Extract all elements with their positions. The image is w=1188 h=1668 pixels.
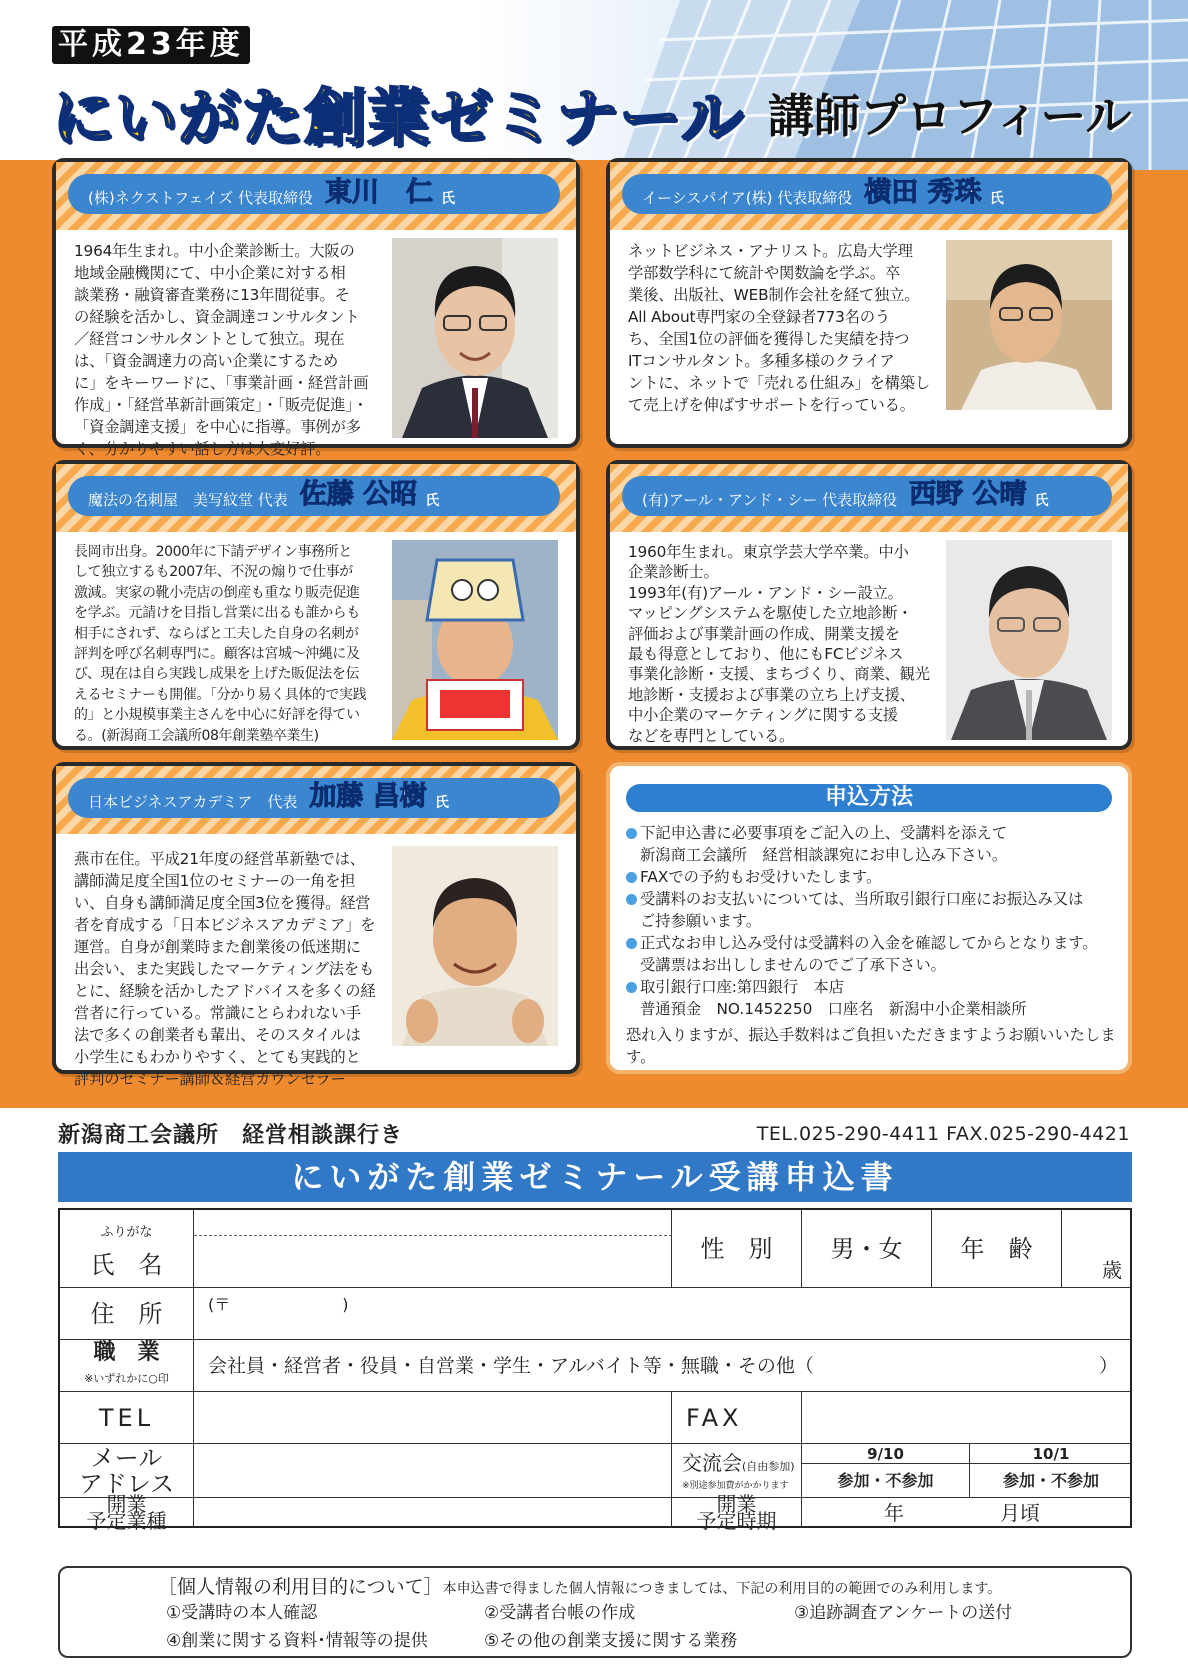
lecturer-name-bar	[622, 174, 1112, 214]
lecturer-photo	[392, 238, 558, 438]
age-input[interactable]	[1062, 1210, 1132, 1288]
furigana-input[interactable]	[194, 1210, 672, 1236]
lecturer-name: 西野 公晴	[909, 479, 1027, 510]
privacy-item-3: ③追跡調査アンケートの送付	[794, 1603, 1013, 1623]
start-time-input[interactable]	[802, 1498, 1132, 1528]
lecturer-bio: 1960年生まれ。東京学芸大学卒業。中小 企業診断士。 1993年(有)アール・アンド・シー設立。 マッピングシステムを駆使した立地診断・ 評価および事業計画の作成、開業支援を 最も得意としており、他にもFCビジネス 事業化診断・支援、まちづくり、商業、観光 地診断・支援および事業の立ち上げ支援、 中小企業のマーケティングに関する支援 などを専門としている。	[628, 543, 930, 745]
application-method-box	[606, 762, 1132, 1074]
lecturer-org: 日本ビジネスアカデミア 代表	[88, 793, 298, 811]
lecturer-photo	[392, 846, 558, 1046]
lecturer-org: (株)ネクストフェイズ 代表取締役	[88, 189, 313, 207]
privacy-item-1: ①受講時の本人確認	[166, 1603, 318, 1623]
lecturer-bio: 1964年生まれ。中小企業診断士。大阪の 地域金融機関にて、中小企業に対する相 談業務・融資審査業務に13年間従事。そ の経験を活かし、資金調達コンサルタント ／経営コンサルタントとして独立。現在 は、「資金調達力の高い企業にするため に」をキーワードに、「事業計画・経営計画 作成」・「経営革新計画策定」・「販売促進」・ 「資金調達支援」を中心に指導。事例が多 く、分かりやすい話し方は大変好評。	[74, 242, 369, 458]
gender-options[interactable]: 男・女	[802, 1210, 932, 1288]
email-label-cell	[60, 1444, 194, 1498]
honorific: 氏	[989, 191, 1004, 207]
seminar-logo-title: にいがた創業ゼミナール	[52, 81, 744, 154]
date2-attend-choice[interactable]: 参加・不参加	[970, 1464, 1132, 1498]
privacy-item-5: ⑤その他の創業支援に関する業務	[484, 1631, 738, 1651]
lecturer-card-higashikawa	[52, 158, 580, 458]
job-note: ※いずれかに○印	[84, 1371, 169, 1385]
bullet-icon	[626, 938, 637, 949]
application-step-line: 普通預金 NO.1452250 口座名 新潟中小企業相談所	[640, 1000, 1027, 1018]
lecturer-bio: 燕市在住。平成21年度の経営革新塾では、 講師満足度全国1位のセミナーの一角を担 い、自身も講師満足度全国3位を獲得。経営 者を育成する「日本ビジネスアカデミア」を 運営。自身が創業時また創業後の低迷期に 出会い、また実践したマーケティング法をも とに、経験を活かしたアドバイスを多くの経 営者に行っている。常識にとらわれない手 法で多くの創業者も輩出、そのスタイルは 小学生にもわかりやすく、とても実践的と 評判のセミナー講師＆経営カウンセラー	[74, 850, 376, 1088]
furigana-label: ふりがな	[100, 1224, 153, 1240]
application-step-line: 新潟商工会議所 経営相談課宛にお申し込み下さい。	[640, 846, 1008, 864]
lecturer-photo	[392, 540, 558, 740]
start-time-label-1: 開業	[716, 1492, 757, 1516]
contact-numbers: TEL.025-290-4411 FAX.025-290-4421	[756, 1123, 1130, 1145]
lecturer-photo	[946, 540, 1112, 740]
lecturer-bio: ネットビジネス・アナリスト。広島大学理 学部数学科にて統計や関数論を学ぶ。卒 業後、出版社、WEB制作会社を経て独立。 All About専門家の全登録者773名のう ち、全国1位の評価を獲得した実績を持つ ITコンサルタント。多種多様のクライア ントに、ネットで「売れる仕組み」を構築し て売上げを伸ばすサポートを行っている。	[628, 242, 930, 414]
lecturer-name: 佐藤 公昭	[299, 479, 418, 510]
application-step-line: 受講票はお出ししませんのでご了承下さい。	[640, 956, 946, 974]
application-step-line: 正式なお申し込み受付は受講料の入金を確認してからとなります。	[626, 932, 1126, 954]
lecturer-org: 魔法の名刺屋 美写紋堂 代表	[88, 491, 288, 509]
address-input[interactable]	[194, 1288, 1132, 1340]
email-label-2: アドレス	[78, 1469, 175, 1498]
lecturer-org: (有)アール・アンド・シー 代表取締役	[642, 491, 898, 509]
business-type-label-cell	[60, 1492, 194, 1533]
lecturer-name: 東川 仁	[324, 177, 433, 208]
postal-code-field[interactable]: (〒 )	[208, 1295, 349, 1314]
exchange-note: ※別途参加費がかかります	[682, 1481, 789, 1491]
email-input[interactable]	[194, 1444, 672, 1498]
application-step-line: 恐れ入りますが、振込手数料はご負担いただきますようお願いいたします。	[626, 1026, 1116, 1066]
bullet-icon	[626, 894, 637, 905]
tel-input[interactable]	[194, 1392, 672, 1444]
fiscal-year-label: 平成23年度	[52, 26, 250, 64]
application-step-line: ご持参願います。	[640, 912, 762, 930]
job-options-text: 会社員・経営者・役員・自営業・学生・アルバイト等・無職・その他（	[208, 1354, 814, 1377]
exchange-free: (自由参加)	[742, 1460, 795, 1473]
privacy-item-2: ②受講者台帳の作成	[484, 1603, 636, 1623]
honorific: 氏	[1034, 493, 1049, 509]
lecturer-bio: 長岡市出身。2000年に下請デザイン事務所と して独立するも2007年、不況の煽りで仕事が 激減。実家の靴小売店の倒産も重なり販売促進 を学ぶ。元請けを目指し営業に出るも誰からも 相手にされず、ならばと工夫した自身の名刺が 評判を呼び名刺専門に。顧客は宮城～沖縄に及 び、現在は自ら実践し成果を上げた販促法を伝 えるセミナーも開催。「分かり易く具体的で実践 的」と小規模事業主さんを中心に好評を得てい る。(新潟商工会議所08年創業塾卒業生)	[74, 544, 367, 744]
name-input[interactable]	[194, 1236, 672, 1288]
application-step-line: 下記申込書に必要事項をご記入の上、受講料を添えて	[626, 822, 1126, 844]
privacy-item-4: ④創業に関する資料･情報等の提供	[166, 1631, 428, 1651]
privacy-notice	[58, 1566, 1132, 1658]
bullet-icon	[626, 828, 637, 839]
application-method-title: 申込方法	[626, 784, 1112, 812]
tel-label: TEL	[60, 1392, 194, 1444]
application-step-line: 受講料のお支払いについては、当所取引銀行口座にお振込み又は	[626, 888, 1126, 910]
job-options[interactable]	[194, 1340, 1132, 1392]
fax-input[interactable]	[802, 1392, 1132, 1444]
month-unit: 月頃	[1000, 1501, 1040, 1525]
honorific: 氏	[425, 493, 440, 509]
date1-attend-choice[interactable]: 参加・不参加	[802, 1464, 970, 1498]
fax-label: FAX	[672, 1392, 802, 1444]
lecturer-card-nishino	[606, 460, 1132, 750]
bullet-icon	[626, 982, 637, 993]
address-label: 住 所	[60, 1288, 194, 1340]
lecturer-name-bar	[68, 476, 560, 516]
job-options-close: ）	[1098, 1354, 1118, 1377]
form-title: にいがた創業ゼミナール受講申込書	[58, 1152, 1132, 1202]
email-label-1: メール	[90, 1443, 163, 1472]
honorific: 氏	[440, 191, 455, 207]
name-label-cell	[60, 1210, 194, 1288]
name-label: 氏 名	[90, 1250, 163, 1279]
lecturer-name-bar	[68, 174, 560, 214]
lecturer-name: 横田 秀珠	[864, 177, 982, 208]
date1-label: 9/10	[802, 1444, 970, 1464]
age-label: 年 齢	[932, 1210, 1062, 1288]
gender-label: 性 別	[672, 1210, 802, 1288]
lecturer-org: イーシスパイア(株) 代表取締役	[642, 189, 853, 207]
lecturer-name-bar	[68, 778, 560, 818]
job-label-cell	[60, 1340, 194, 1392]
honorific: 氏	[434, 795, 449, 811]
application-method-list	[626, 822, 1126, 1068]
bullet-icon	[626, 872, 637, 883]
privacy-description: 本申込書で得ました個人情報につきましては、下記の利用目的の範囲でのみ利用します。	[442, 1581, 1002, 1597]
application-step-line: FAXでの予約もお受けいたします。	[626, 866, 1126, 888]
business-type-label-1: 開業	[106, 1492, 147, 1516]
application-form	[58, 1208, 1132, 1533]
start-time-label-cell	[672, 1492, 802, 1533]
lecturer-card-yokota	[606, 158, 1132, 448]
lecturer-name: 加藤 昌樹	[309, 781, 427, 812]
lecturer-card-sato	[52, 460, 580, 750]
business-type-input[interactable]	[194, 1498, 672, 1528]
start-time-label-2: 予定時期	[696, 1509, 777, 1533]
business-type-label-2: 予定業種	[86, 1509, 167, 1533]
exchange-label: 交流会	[682, 1451, 742, 1475]
lecturer-photo	[946, 240, 1112, 410]
form-destination: 新潟商工会議所 経営相談課行き	[58, 1123, 404, 1148]
job-label: 職 業	[93, 1339, 160, 1365]
privacy-heading: ［個人情報の利用目的について］	[158, 1576, 443, 1598]
page-title: 講師プロフィール	[768, 89, 1132, 143]
exchange-label-cell	[672, 1444, 802, 1498]
age-unit: 歳	[1102, 1258, 1122, 1282]
lecturer-card-kato	[52, 762, 580, 1088]
date2-label: 10/1	[970, 1444, 1132, 1464]
lecturer-name-bar	[622, 476, 1112, 516]
year-unit: 年	[884, 1501, 904, 1525]
application-step-line: 取引銀行口座:第四銀行 本店	[626, 976, 1126, 998]
